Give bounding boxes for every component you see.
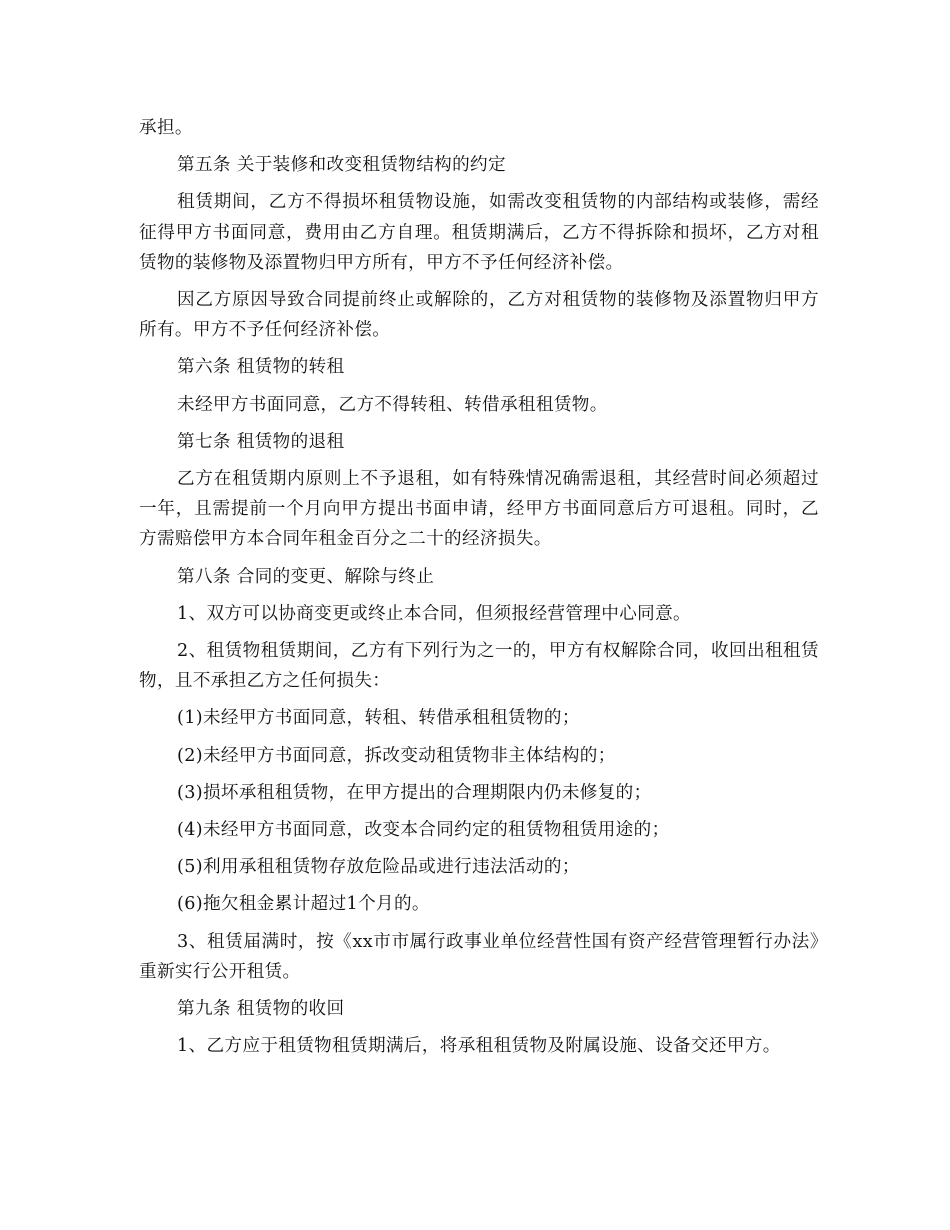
paragraph: (1)未经甲方书面同意，转租、转借承租租赁物的； (177, 708, 580, 729)
paragraph: (4)未经甲方书面同意，改变本合同约定的租赁物租赁用途的； (177, 820, 670, 841)
paragraph: 第八条 合同的变更、解除与终止 (177, 566, 435, 587)
paragraph: 1、乙方应于租赁物租赁期满后，将承租租赁物及附属设施、设备交还甲方。 (177, 1036, 781, 1057)
paragraph: 1、双方可以协商变更或终止本合同，但须报经营管理中心同意。 (177, 603, 691, 624)
paragraph: 3、租赁届满时，按《xx市市属行政事业单位经营性国有资产经营管理暂行办法》重新实行公开租赁。 (139, 931, 819, 982)
paragraph: (3)损坏承租租赁物，在甲方提出的合理期限内仍未修复的； (177, 782, 652, 803)
paragraph: 第七条 租赁物的退租 (177, 431, 345, 452)
paragraph: 2、租赁物租赁期间，乙方有下列行为之一的，甲方有权解除合同，收回出租租赁物，且不承担乙方之任何损失： (139, 641, 819, 692)
document-body (139, 113, 819, 1068)
paragraph: 承担。 (139, 118, 193, 138)
paragraph: 租赁期间，乙方不得损坏租赁物设施，如需改变租赁物的内部结构或装修，需经征得甲方书面同意，费用由乙方自理。租赁期满后，乙方不得拆除和损坏，乙方对租赁物的装修物及添置物归甲方所有，甲方不予任何经济补偿。 (139, 192, 819, 273)
paragraph: 因乙方原因导致合同提前终止或解除的，乙方对租赁物的装修物及添置物归甲方所有。甲方不予任何经济补偿。 (139, 290, 819, 341)
paragraph: 第六条 租赁物的转租 (177, 357, 345, 378)
paragraph: (5)利用承租租赁物存放危险品或进行违法活动的； (177, 857, 580, 878)
paragraph: (6)拖欠租金累计超过1个月的。 (177, 894, 430, 915)
paragraph: 第五条 关于装修和改变租赁物结构的约定 (177, 155, 506, 176)
paragraph: 第九条 租赁物的收回 (177, 999, 345, 1020)
paragraph: 未经甲方书面同意，乙方不得转租、转借承租租赁物。 (177, 394, 608, 415)
paragraph: (2)未经甲方书面同意，拆改变动租赁物非主体结构的； (177, 745, 616, 766)
paragraph: 乙方在租赁期内原则上不予退租，如有特殊情况确需退租，其经营时间必须超过一年，且需提前一个月向甲方提出书面申请，经甲方书面同意后方可退租。同时，乙方需赔偿甲方本合同年租金百分之二十的经济损失。 (139, 469, 819, 550)
